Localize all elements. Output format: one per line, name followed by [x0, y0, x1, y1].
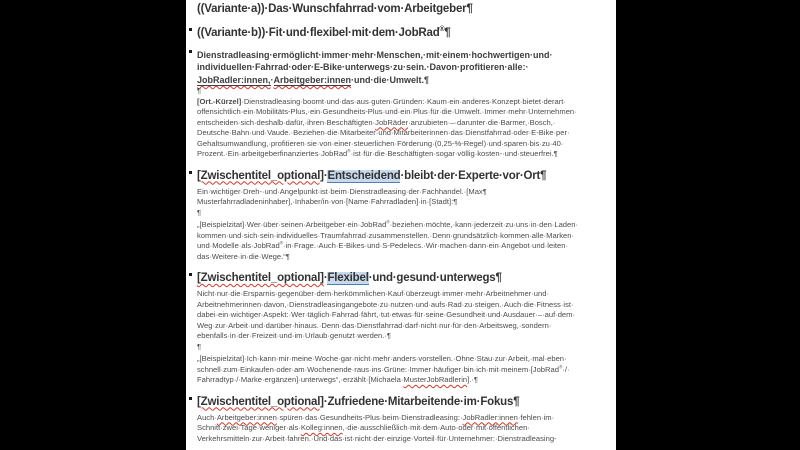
superscript-text: ® — [558, 364, 563, 370]
pilcrow-mark: ¶ — [285, 251, 290, 261]
superscript-text: ® — [439, 26, 445, 34]
text-run: ·​anzubieten·​–·​darunter·​die·​Barmer,·​Bosch,·​Deutsche·​Bahn·​und·​Vaude.·​Beziehen·​die·​Mitarbeiter·​und·​Mitarbeiterinnen·​das·​Dienstfahrrad·​oder·​E-Bike·​per·​Gehaltsumwandlung,·​profitieren·​sie·​von·​einer·​steuerlichen·​Förderung·​(0,25-%-Regel)·​und·​sparen·​bis·​zu·​40·​Prozent.·​Ein·​arbeitgeberfinanziertes·​JobRad — [197, 117, 570, 159]
text-run: Musterfahrradladeninhaber],·​Inhaber/in·​von·​[Name·​Fahrradladen]·​in·​[Stadt]: — [197, 197, 454, 207]
text-run: ·​ist·​für·​die·​Beschäftigten·​sogar·​völlig·​kosten-·​und·​steuerfrei. — [350, 149, 554, 159]
heading-variante-b[interactable] — [197, 26, 578, 41]
text-run: [Ort.-Kürzel] — [197, 96, 242, 106]
paragraph-ersparnis-fitness[interactable] — [197, 289, 578, 342]
spellcheck-flagged-text: JobRäder — [375, 117, 409, 127]
heading-flexibel-und-gesund[interactable] — [197, 271, 578, 286]
heading-variante-a[interactable] — [197, 2, 578, 17]
superscript-text: ® — [386, 219, 390, 225]
spellcheck-flagged-text: [Zwischentitel_optional] — [197, 169, 324, 182]
spellcheck-flagged-text: Kolleg:innen — [300, 423, 343, 433]
pilcrow-mark: ¶ — [424, 74, 430, 85]
spellcheck-flagged-text: [Zwischentitel_optional] — [197, 395, 324, 408]
quote-beispielzitat-haendler[interactable] — [197, 220, 578, 262]
pilcrow-mark: ¶ — [482, 186, 487, 196]
text-run: Ein·​wichtiger·​Dreh-·​und·​Angelpunkt·​ist·​beim·​Dienstradleasing·​der·​Fachhandel.·​[Max — [197, 186, 483, 196]
pilcrow-mark: ¶ — [197, 86, 202, 96]
superscript-text: ® — [347, 148, 351, 154]
paragraph-gesundheits-plus[interactable] — [197, 413, 578, 445]
text-run: ·​Dienstradleasing·​boomt·​und·​das·​aus·​guten·​Gründen:·​Kaum·​ein·​anderes·​Konzept·​bietet·​derart·​offensichtlich·​ein·​Mobilitäts-Plus,·​ein·​Gesundheits-Plus·​und·​ein·​Plus·​für·​die·​Umwelt.·​Immer·​mehr·​Unternehmen·​entscheiden·​sich·​deshalb·​dafür,·​ihren·​Beschäftigten·​ — [197, 96, 577, 127]
text-run: ·​beziehen·​möchte,·​kann·​jederzeit·​zu·​uns·​in·​den·​Laden·​kommen·​und·​sich·​sein·​individuelles·​Traumfahrrad·​zusammenstellen.·​Denn·​grundsätzlich·​kommen·​alle·​Marken·​und·​Modelle·​als·​JobRad — [197, 220, 578, 251]
paragraph-bullet-marker — [189, 28, 192, 31]
letterbox-left — [0, 0, 186, 450]
text-run: ,·​die·​ausschließlich·​mit·​dem·​Auto·​oder·​mit·​öffentlichen·​Verkehrsmitteln·​zur·​Arbeit·​fahren.·​Und·​das·​ist·​nicht·​der·​einzige·​Vorteil·​für·​Unternehmer:·​Dienstradleasing- — [197, 423, 557, 443]
intro-paragraph[interactable] — [197, 49, 578, 86]
spellcheck-flagged-text: Arbeitgeber:innen — [216, 412, 277, 422]
text-run: ·​ — [323, 169, 328, 182]
heading-zufriedene-mitarbeitende[interactable] — [197, 395, 578, 410]
text-run: ].·​ — [467, 375, 474, 385]
pilcrow-mark: ¶ — [473, 375, 478, 385]
heading-experte-vor-ort[interactable] — [197, 169, 578, 184]
paragraph-ort-kuerzel[interactable] — [197, 97, 578, 160]
pilcrow-mark: ¶ — [466, 3, 473, 15]
paragraph-bullet-marker — [189, 273, 192, 276]
empty-paragraph[interactable] — [197, 208, 578, 219]
spellcheck-flagged-text: [Zwischentitel_optional] — [197, 272, 324, 285]
spellcheck-flagged-text: JobRadler:innen — [462, 412, 518, 422]
text-run: Nicht·​nur·​die·​Ersparnis·​gegenüber·​dem·​herkömmlichen·​Kauf·​überzeugt·​immer·​mehr·​Arbeitnehmer·​und·​Arbeitnehmerinnen·​davon,·​Dienstradleasingangebote·​zu·​nutzen·​und·​aufs·​Rad·​zu·​steigen.·​Auch·​die·​Fitness·​ist·​dabei·​ein·​wichtiger·​Aspekt:·​Wer·​täglich·​Fahrrad·​fährt,·​tut·​etwas·​für·​seine·​Gesundheit·​und·​Ausdauer·​–·​auf·​dem·​Weg·​zur·​Arbeit·​und·​darüber·​hinaus.·​Denn·​das·​Dienstfahrrad·​darf·​nicht·​nur·​für·​den·​Arbeitsweg,·​sondern·​ebenfalls·​in·​der·​Freizeit·​und·​im·​Urlaub·​genutzt·​werden.·​ — [197, 289, 576, 341]
text-run: ·​Zufriedene·​Mitarbeitende·​im·​Fokus — [323, 395, 514, 408]
text-run: „[Beispielzitat]·​Wer·​über·​seinen·​Arbeitgeber·​ein·​JobRad — [197, 220, 387, 230]
paragraph-bullet-marker — [189, 397, 192, 400]
pilcrow-mark: ¶ — [513, 395, 520, 408]
text-run: ·​bleibt·​der·​Experte·​vor·​Ort — [400, 169, 541, 182]
highlighted-text: Entscheidend — [327, 169, 401, 182]
text-run: ((Variante·​b))·​Fit·​und·​flexibel·​mit·​dem·​JobRad — [197, 27, 440, 39]
pilcrow-mark: ¶ — [495, 272, 502, 285]
pilcrow-mark: ¶ — [444, 27, 451, 39]
text-run: ·​in·​Frage.·​Auch·​E-Bikes·​und·​S-Pedelecs.·​Wir·​machen·​dann·​ein·​Angebot·​und·​leiten·​das·​Weitere·​in·​die·​Wege.“ — [197, 241, 568, 261]
quote-beispielzitat-jobradlerin[interactable] — [197, 354, 578, 386]
pilcrow-mark: ¶ — [386, 331, 392, 341]
document-page[interactable] — [186, 0, 616, 450]
empty-paragraph[interactable] — [197, 342, 578, 353]
text-run: Auch·​ — [197, 412, 217, 422]
text-run: Dienstradleasing·​ermöglicht·​immer·​mehr·​Menschen,·​mit·​einem·​hochwertigen·​und·​individuellen·​Fahrrad·​oder·​E-Bike·​unterwegs·​zu·​sein.·​Davon·​profitieren·​alle:·​ — [197, 50, 553, 73]
empty-paragraph[interactable] — [197, 86, 578, 97]
text-run: „[Beispielzitat]·​Ich·​kann·​mir·​meine·​Woche·​gar·​nicht·​mehr·​anders·​vorstellen.·​Ohne·​Stau·​zur·​Arbeit,·​mal·​eben·​schnell·​zum·​Einkaufen·​oder·​am·​Wochenende·​raus·​ins·​Grüne:·​Immer·​häufiger·​bin·​ich·​mit·​meinem·​[JobRad — [197, 354, 567, 374]
text-run: ·​ — [270, 74, 274, 85]
spellcheck-flagged-text: MusterJobRadlerin — [403, 375, 468, 385]
spellcheck-flagged-text: JobRadler:innen, — [197, 74, 271, 85]
superscript-text: ® — [279, 240, 284, 246]
pilcrow-mark: ¶ — [197, 207, 202, 217]
paragraph-bullet-marker — [189, 50, 192, 53]
text-run: ·​spüren·​das·​Gesundheits-Plus·​beim·​Dienstradleasing:·​ — [276, 412, 463, 422]
pilcrow-mark: ¶ — [453, 197, 458, 207]
paragraph-bullet-marker — [189, 171, 192, 174]
text-run: ((Variante·​a))·​Das·​Wunschfahrrad·​vom·​Arbeitgeber — [197, 3, 467, 15]
pilcrow-mark: ¶ — [540, 169, 547, 182]
spellcheck-flagged-text: Arbeitgeber:innen — [273, 74, 352, 85]
highlighted-text: Flexibel — [327, 272, 369, 285]
paragraph-fachhandel[interactable] — [197, 187, 578, 208]
text-run: ·​und·​die·​Umwelt. — [351, 74, 425, 85]
pilcrow-mark: ¶ — [553, 149, 558, 159]
letterbox-right — [616, 0, 800, 450]
text-run: ·​/·​Fahrradtyp·​/·​Marke·​ergänzen]·​unterwegs“,·​erzählt·​[Michaela·​ — [197, 364, 570, 385]
text-run: ·​fehlen·​im·​Schnitt·​zwei·​Tage·​weniger·​als·​ — [197, 412, 555, 433]
text-run: ·​ — [323, 272, 328, 285]
pilcrow-mark: ¶ — [197, 341, 202, 351]
text-run: ·​und·​gesund·​unterwegs — [368, 272, 496, 285]
